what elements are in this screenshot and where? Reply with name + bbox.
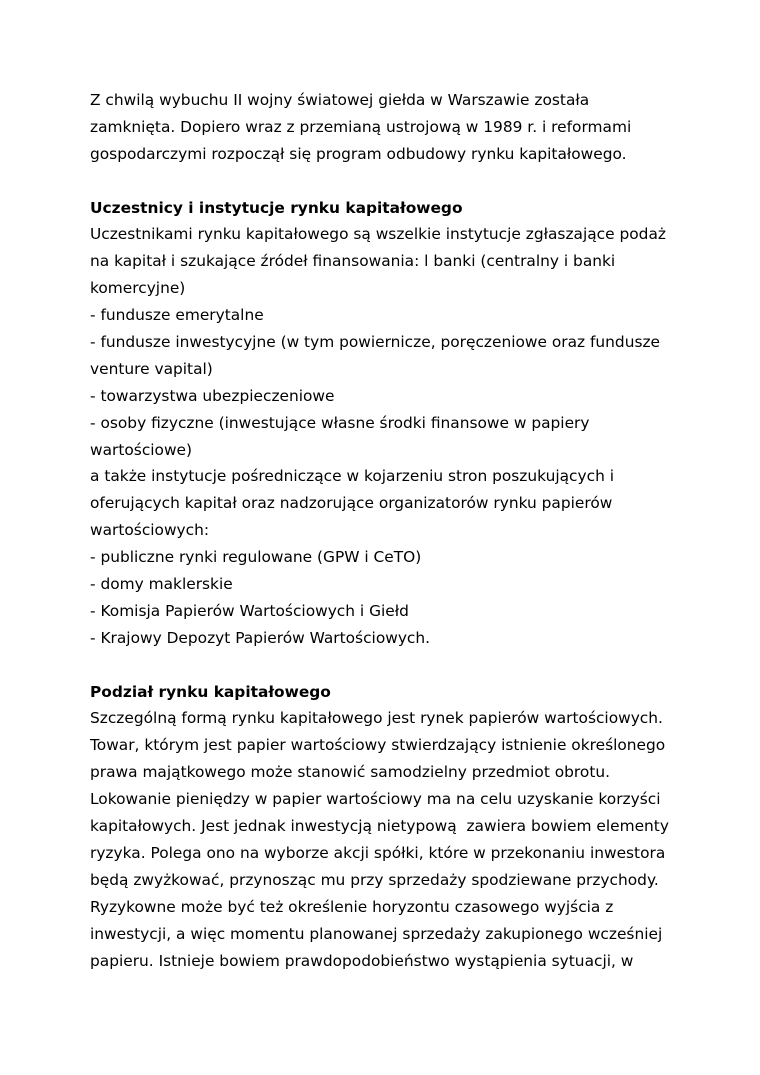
list-item: - publiczne rynki regulowane (GPW i CeTO) [90,548,422,567]
section-line: venture vapital) [90,359,213,378]
section-line: Uczestnikami rynku kapitałowego są wszelkie instytucje zgłaszające podaż [90,225,666,244]
section-line: Szczególną formą rynku kapitałowego jest rynek papierów wartościowych. [90,709,663,728]
section-line: Towar, którym jest papier wartościowy stwierdzający istnienie określonego [90,736,666,755]
section-line: Ryzykowne może być też określenie horyzontu czasowego wyjścia z [90,897,614,916]
list-item: - osoby fizyczne (inwestujące własne środki finansowe w papiery [90,413,590,432]
section-heading: Uczestnicy i instytucje rynku kapitałowego [90,198,463,217]
section-participants [90,195,680,652]
section-line: wartościowe) [90,440,193,459]
list-item: - domy maklerskie [90,575,233,594]
list-item: - fundusze inwestycyjne (w tym powiernicze, poręczeniowe oraz fundusze [90,333,661,352]
intro-paragraph [90,87,680,168]
list-item: - towarzystwa ubezpieczeniowe [90,386,335,405]
section-line: papieru. Istnieje bowiem prawdopodobieństwo wystąpienia sytuacji, w [90,951,634,970]
section-line: oferujących kapitał oraz nadzorujące organizatorów rynku papierów [90,494,613,513]
intro-line: Z chwilą wybuchu II wojny światowej giełda w Warszawie została [90,91,590,109]
document-body [90,87,680,974]
list-item: - fundusze emerytalne [90,306,264,325]
section-line: Lokowanie pieniędzy w papier wartościowy ma na celu uzyskanie korzyści [90,790,661,809]
section-line: ryzyka. Polega ono na wyborze akcji spółki, które w przekonaniu inwestora [90,843,666,862]
section-heading: Podział rynku kapitałowego [90,682,331,701]
intro-line: gospodarczymi rozpoczął się program odbudowy rynku kapitałowego. [90,144,627,163]
section-line: komercyjne) [90,279,186,298]
list-item: - Krajowy Depozyt Papierów Wartościowych. [90,628,431,647]
paragraph-spacer [90,652,680,679]
section-line: wartościowych: [90,521,210,540]
section-line: kapitałowych. Jest jednak inwestycją nietypową zawiera bowiem elementy [90,817,669,836]
section-line: inwestycji, a więc momentu planowanej sprzedaży zakupionego wcześniej [90,924,663,943]
section-division [90,679,680,975]
section-line: będą zwyżkować, przynosząc mu przy sprzedaży spodziewane przychody. [90,870,659,889]
section-line: a także instytucje pośredniczące w kojarzeniu stron poszukujących i [90,467,614,486]
section-line: prawa majątkowego może stanowić samodzielny przedmiot obrotu. [90,763,611,782]
section-line: na kapitał i szukające źródeł finansowania: l banki (centralny i banki [90,252,616,271]
paragraph-spacer [90,168,680,195]
list-item: - Komisja Papierów Wartościowych i Giełd [90,601,409,620]
intro-line: zamknięta. Dopiero wraz z przemianą ustrojową w 1989 r. i reformami [90,117,632,136]
